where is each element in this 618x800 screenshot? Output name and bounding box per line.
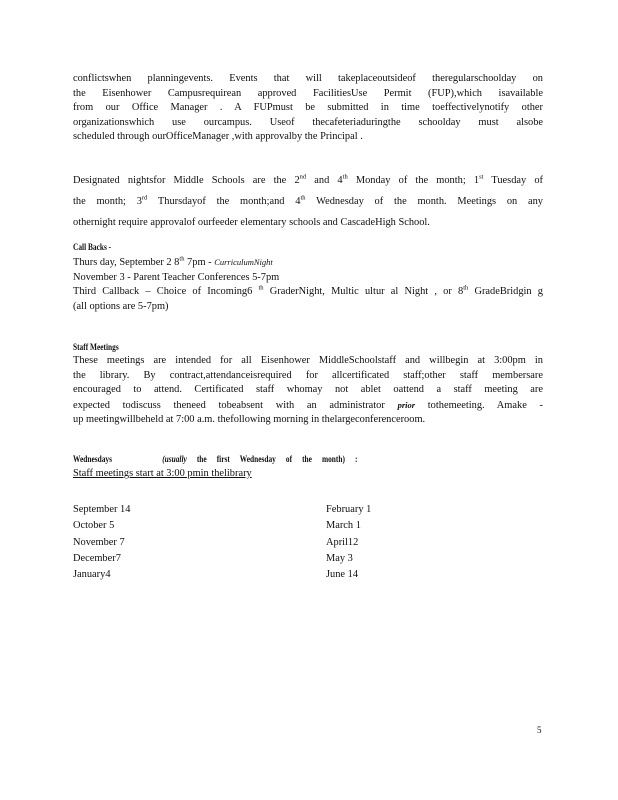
meeting-date: September 14 bbox=[73, 504, 131, 515]
designated-nights-paragraph bbox=[73, 170, 543, 233]
paragraph-line: scheduled through ourOfficeManager ,with approvalby the Principal . bbox=[73, 131, 363, 142]
meeting-date: June 14 bbox=[326, 569, 359, 581]
section-heading: Wednesdays (usually the first Wednesday of the month) : bbox=[73, 454, 358, 464]
facilities-paragraph bbox=[73, 72, 543, 145]
paragraph-line: the Eisenhower Campusrequirean approved FacilitiesUse Permit (FUP),which isavailable bbox=[73, 87, 543, 99]
paragraph-line: othernight require approvalof ourfeeder elementary schools and CascadeHigh School. bbox=[73, 217, 430, 228]
meeting-date: December7 bbox=[73, 552, 121, 564]
callback-line: November 3 - Parent Teacher Conferences 5-7pm bbox=[73, 271, 280, 283]
paragraph-line: organizationswhich use ourcampus. Useof thecafeteriaduringthe schoolday must alsobe bbox=[73, 116, 543, 128]
page-number: 5 bbox=[537, 725, 542, 735]
callback-line: Third Callback – Choice of Incoming6 $^{th}$ GraderNight, Multic ultur al Night , or 8th GradeBridgin g bbox=[73, 284, 543, 297]
meeting-date: November 7 bbox=[73, 536, 125, 548]
meeting-date: January4 bbox=[73, 569, 111, 581]
meeting-dates-left-column bbox=[73, 502, 293, 583]
section-heading: Staff Meetings bbox=[73, 342, 119, 352]
paragraph-line: Designated nightsfor Middle Schools are the 2nd and 4th Monday of the month; 1st Tuesday of bbox=[73, 173, 544, 186]
wednesdays-section bbox=[73, 454, 543, 482]
paragraph-line: These meetings are intended for all Eisenhower MiddleSchoolstaff and willbegin at 3:00pm in bbox=[73, 355, 543, 366]
meeting-dates-right-column bbox=[326, 502, 526, 583]
section-heading: Call Backs - bbox=[73, 242, 112, 252]
callback-line: Thurs day, September 2 8th 7pm - CurriculumNight bbox=[73, 255, 273, 268]
paragraph-line: from our Office Manager . A FUPmust be submitted in time toeffectivelynotify other bbox=[73, 102, 543, 113]
paragraph-line: the library. By contract,attendanceisrequired for allcertificated staff;other staff membersare bbox=[73, 369, 543, 381]
meeting-date: February 1 bbox=[326, 504, 372, 515]
paragraph-line: encouraged to attend. Certificated staff whomay not ablet oattend a staff meeting are bbox=[73, 384, 543, 395]
callback-line: (all options are 5-7pm) bbox=[73, 300, 169, 312]
paragraph-line: expected todiscuss theneed tobeabsent with an administrator prior tothemeeting. Amake - bbox=[73, 399, 543, 411]
meeting-date: April12 bbox=[326, 536, 359, 548]
meeting-date: March 1 bbox=[326, 520, 361, 532]
callbacks-section bbox=[73, 242, 543, 314]
paragraph-line: up meetingwillbeheld at 7:00 a.m. thefollowing morning in thelargeconferenceroom. bbox=[73, 414, 426, 425]
paragraph-line: conflictswhen planningevents. Events that will takeplaceoutsideof theregularschoolday on bbox=[73, 73, 543, 84]
staff-meetings-section bbox=[73, 342, 543, 428]
meeting-date: May 3 bbox=[326, 552, 353, 564]
staff-meeting-time-subheading: Staff meetings start at 3:00 pmin thelibrary bbox=[73, 468, 252, 479]
paragraph-line: the month; 3rd Thursdayof the month;and 4th Wednesday of the month. Meetings on any bbox=[73, 194, 544, 207]
meeting-date: October 5 bbox=[73, 520, 115, 532]
